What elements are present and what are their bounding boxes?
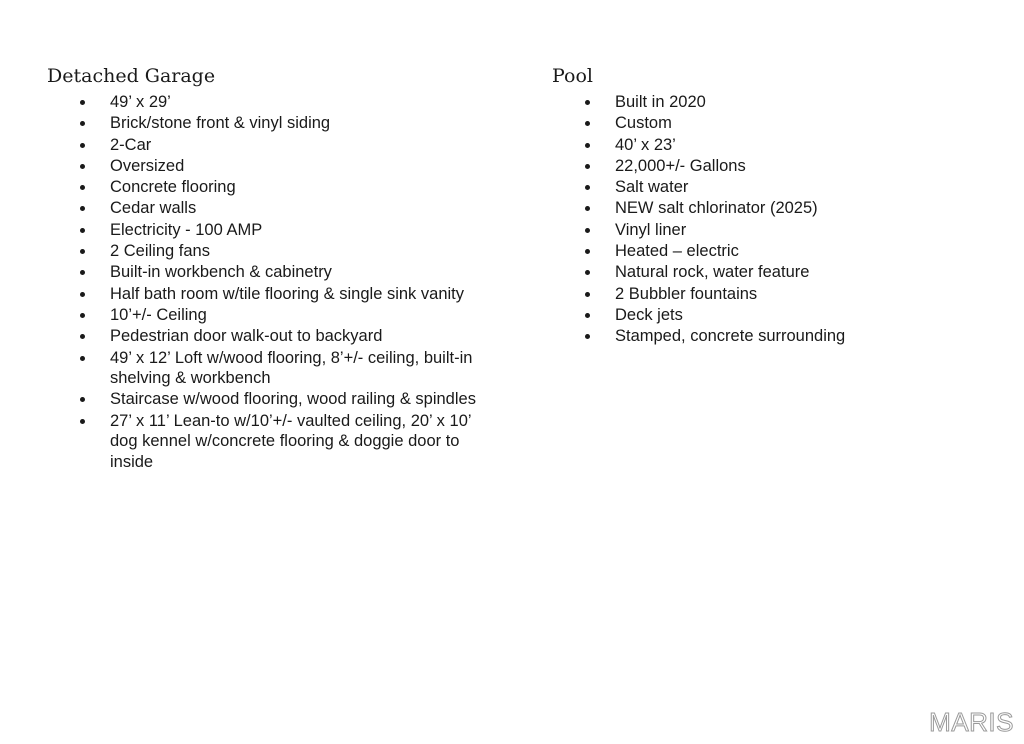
list-item	[552, 135, 972, 156]
list-item-text: 27’ x 11’ Lean-to w/10’+/- vaulted ceiling, 20’ x 10’ dog kennel w/concrete flooring & doggie door to inside	[110, 411, 471, 471]
list-item	[552, 305, 972, 326]
list-item	[47, 389, 497, 410]
list-item	[47, 348, 497, 389]
list-item-text: Electricity - 100 AMP	[110, 220, 263, 239]
list-item-text: 22,000+/- Gallons	[615, 156, 746, 175]
bullet-icon	[80, 206, 85, 211]
list-item	[47, 241, 497, 262]
bullet-icon	[585, 100, 590, 105]
bullet-icon	[80, 164, 85, 169]
list-item-text: Staircase w/wood flooring, wood railing & spindles	[110, 390, 476, 409]
list-item-text: 2 Bubbler fountains	[615, 284, 758, 303]
list-item	[47, 113, 497, 134]
garage-heading: Detached Garage	[47, 65, 216, 87]
list-item-text: Stamped, concrete surrounding	[615, 327, 846, 346]
bullet-icon	[80, 249, 85, 254]
list-item	[47, 198, 497, 219]
list-item	[47, 326, 497, 347]
list-item-text: 40’ x 23’	[615, 135, 676, 154]
bullet-icon	[585, 143, 590, 148]
bullet-icon	[585, 164, 590, 169]
bullet-icon	[585, 185, 590, 190]
bullet-icon	[585, 206, 590, 211]
list-item-text: Natural rock, water feature	[615, 263, 810, 282]
list-item-text: 2-Car	[110, 135, 152, 154]
list-item-text: NEW salt chlorinator (2025)	[615, 199, 818, 218]
list-item	[47, 411, 497, 473]
bullet-icon	[80, 313, 85, 318]
maris-watermark: MARIS	[929, 707, 1014, 737]
list-item	[47, 305, 497, 326]
list-item-text: 2 Ceiling fans	[110, 242, 210, 261]
list-item	[552, 177, 972, 198]
pool-list	[552, 92, 972, 347]
list-item-text: Salt water	[615, 178, 689, 197]
bullet-icon	[585, 313, 590, 318]
bullet-icon	[80, 270, 85, 275]
bullet-icon	[80, 356, 85, 361]
list-item	[552, 113, 972, 134]
bullet-icon	[80, 143, 85, 148]
list-item-text: Brick/stone front & vinyl siding	[110, 114, 331, 133]
list-item	[552, 220, 972, 241]
bullet-icon	[80, 228, 85, 233]
list-item-text: 10’+/- Ceiling	[110, 305, 207, 324]
bullet-icon	[80, 292, 85, 297]
list-item	[552, 326, 972, 347]
list-item	[552, 262, 972, 283]
bullet-icon	[585, 270, 590, 275]
list-item-text: Built-in workbench & cabinetry	[110, 263, 332, 282]
list-item-text: Oversized	[110, 156, 185, 175]
list-item-text: Built in 2020	[615, 93, 706, 111]
list-item-text: Concrete flooring	[110, 178, 236, 197]
list-item	[47, 135, 497, 156]
list-item	[552, 156, 972, 177]
list-item-text: Vinyl liner	[615, 220, 687, 239]
list-item-text: Deck jets	[615, 305, 683, 324]
list-item-text: Half bath room w/tile flooring & single sink vanity	[110, 284, 464, 303]
bullet-icon	[585, 228, 590, 233]
list-item	[552, 198, 972, 219]
list-item	[47, 220, 497, 241]
list-item-text: 49’ x 29’	[110, 93, 171, 111]
garage-section	[47, 64, 497, 473]
bullet-icon	[80, 185, 85, 190]
bullet-icon	[80, 419, 85, 424]
bullet-icon	[80, 334, 85, 339]
list-item	[47, 262, 497, 283]
bullet-icon	[80, 397, 85, 402]
pool-section	[552, 64, 972, 348]
list-item	[47, 156, 497, 177]
pool-heading: Pool	[552, 65, 593, 87]
bullet-icon	[80, 100, 85, 105]
bullet-icon	[585, 249, 590, 254]
bullet-icon	[80, 121, 85, 126]
list-item-text: Custom	[615, 114, 672, 133]
list-item-text: 49’ x 12’ Loft w/wood flooring, 8’+/- ceiling, built-in shelving & workbench	[110, 348, 473, 388]
bullet-icon	[585, 292, 590, 297]
list-item	[552, 92, 972, 113]
list-item	[47, 177, 497, 198]
list-item	[47, 92, 497, 113]
garage-list	[47, 92, 497, 472]
list-item-text: Pedestrian door walk-out to backyard	[110, 327, 383, 346]
list-item	[47, 284, 497, 305]
list-item	[552, 241, 972, 262]
bullet-icon	[585, 121, 590, 126]
list-item-text: Heated – electric	[615, 242, 739, 261]
list-item	[552, 284, 972, 305]
bullet-icon	[585, 334, 590, 339]
list-item-text: Cedar walls	[110, 199, 197, 218]
